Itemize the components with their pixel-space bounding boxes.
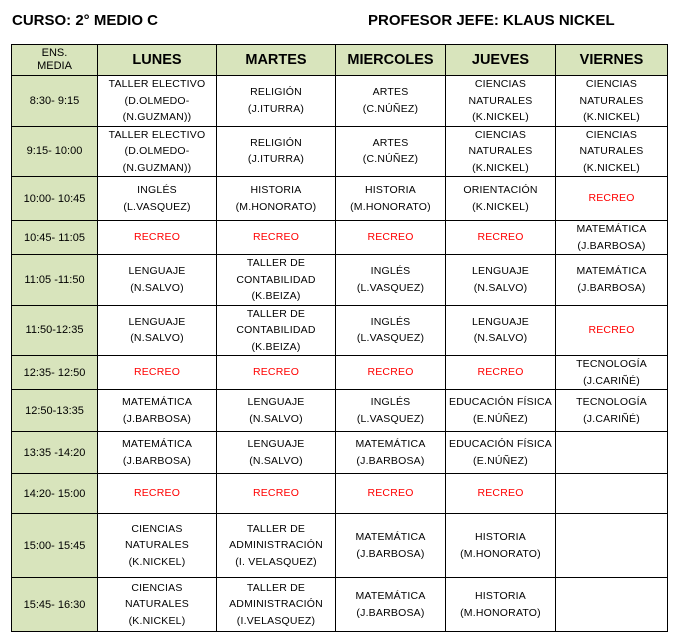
schedule-body bbox=[12, 76, 668, 632]
class-cell: LENGUAJE (N.SALVO) bbox=[217, 432, 336, 474]
day-header-viernes: VIERNES bbox=[556, 45, 668, 76]
recess-cell: RECREO bbox=[217, 221, 336, 255]
time-slot: 11:05 -11:50 bbox=[12, 255, 98, 306]
class-cell: TECNOLOGÍA (J.CARIÑÉ) bbox=[556, 390, 668, 432]
time-slot: 15:45- 16:30 bbox=[12, 578, 98, 632]
class-cell: CIENCIAS NATURALES (K.NICKEL) bbox=[98, 578, 217, 632]
class-cell: CIENCIAS NATURALES (K.NICKEL) bbox=[556, 76, 668, 127]
recess-cell: RECREO bbox=[556, 177, 668, 221]
table-row bbox=[12, 255, 668, 306]
time-slot: 9:15- 10:00 bbox=[12, 126, 98, 177]
class-cell: INGLÉS (L.VASQUEZ) bbox=[98, 177, 217, 221]
recess-cell: RECREO bbox=[217, 474, 336, 514]
recess-cell: RECREO bbox=[446, 221, 556, 255]
recess-cell: RECREO bbox=[336, 474, 446, 514]
class-cell: MATEMÁTICA (J.BARBOSA) bbox=[336, 514, 446, 578]
class-cell: LENGUAJE (N.SALVO) bbox=[98, 305, 217, 356]
time-slot: 10:45- 11:05 bbox=[12, 221, 98, 255]
recess-cell: RECREO bbox=[336, 356, 446, 390]
time-slot: 12:35- 12:50 bbox=[12, 356, 98, 390]
class-cell: MATEMÁTICA (J.BARBOSA) bbox=[556, 221, 668, 255]
time-slot: 10:00- 10:45 bbox=[12, 177, 98, 221]
table-row bbox=[12, 432, 668, 474]
class-cell: LENGUAJE (N.SALVO) bbox=[446, 255, 556, 306]
class-cell: INGLÉS (L.VASQUEZ) bbox=[336, 390, 446, 432]
class-cell: HISTORIA (M.HONORATO) bbox=[446, 514, 556, 578]
day-header-lunes: LUNES bbox=[98, 45, 217, 76]
empty-cell bbox=[556, 432, 668, 474]
class-cell: MATEMÁTICA (J.BARBOSA) bbox=[98, 432, 217, 474]
class-cell: MATEMÁTICA (J.BARBOSA) bbox=[556, 255, 668, 306]
class-cell: HISTORIA (M.HONORATO) bbox=[336, 177, 446, 221]
day-header-miercoles: MIERCOLES bbox=[336, 45, 446, 76]
class-cell: TECNOLOGÍA (J.CARIÑÉ) bbox=[556, 356, 668, 390]
class-cell: CIENCIAS NATURALES (K.NICKEL) bbox=[98, 514, 217, 578]
schedule-table bbox=[11, 44, 668, 632]
class-cell: TALLER DE ADMINISTRACIÓN (I.VELASQUEZ) bbox=[217, 578, 336, 632]
time-slot: 12:50-13:35 bbox=[12, 390, 98, 432]
table-row bbox=[12, 474, 668, 514]
recess-cell: RECREO bbox=[98, 221, 217, 255]
class-cell: EDUCACIÓN FÍSICA (E.NÚÑEZ) bbox=[446, 390, 556, 432]
class-cell: HISTORIA (M.HONORATO) bbox=[446, 578, 556, 632]
class-cell: MATEMÁTICA (J.BARBOSA) bbox=[98, 390, 217, 432]
class-cell: TALLER DE ADMINISTRACIÓN (I. VELASQUEZ) bbox=[217, 514, 336, 578]
class-cell: MATEMÁTICA (J.BARBOSA) bbox=[336, 432, 446, 474]
table-row bbox=[12, 305, 668, 356]
class-cell: CIENCIAS NATURALES (K.NICKEL) bbox=[556, 126, 668, 177]
time-slot: 8:30- 9:15 bbox=[12, 76, 98, 127]
class-cell: LENGUAJE (N.SALVO) bbox=[446, 305, 556, 356]
class-cell: HISTORIA (M.HONORATO) bbox=[217, 177, 336, 221]
recess-cell: RECREO bbox=[446, 474, 556, 514]
class-cell: RELIGIÓN (J.ITURRA) bbox=[217, 76, 336, 127]
table-row bbox=[12, 356, 668, 390]
level-header: ENS. MEDIA bbox=[12, 45, 98, 76]
class-cell: INGLÉS (L.VASQUEZ) bbox=[336, 305, 446, 356]
class-cell: TALLER DE CONTABILIDAD (K.BEIZA) bbox=[217, 305, 336, 356]
table-row bbox=[12, 390, 668, 432]
recess-cell: RECREO bbox=[98, 474, 217, 514]
time-slot: 11:50-12:35 bbox=[12, 305, 98, 356]
day-header-jueves: JUEVES bbox=[446, 45, 556, 76]
class-cell: CIENCIAS NATURALES (K.NICKEL) bbox=[446, 76, 556, 127]
class-cell: ARTES (C.NÚÑEZ) bbox=[336, 126, 446, 177]
class-cell: EDUCACIÓN FÍSICA (E.NÚÑEZ) bbox=[446, 432, 556, 474]
class-cell: ARTES (C.NÚÑEZ) bbox=[336, 76, 446, 127]
schedule-header-row bbox=[12, 45, 668, 76]
course-title: CURSO: 2° MEDIO C bbox=[12, 12, 159, 29]
table-row bbox=[12, 76, 668, 127]
time-slot: 13:35 -14:20 bbox=[12, 432, 98, 474]
empty-cell bbox=[556, 474, 668, 514]
empty-cell bbox=[556, 578, 668, 632]
recess-cell: RECREO bbox=[336, 221, 446, 255]
recess-cell: RECREO bbox=[217, 356, 336, 390]
table-row bbox=[12, 177, 668, 221]
time-slot: 15:00- 15:45 bbox=[12, 514, 98, 578]
class-cell: INGLÉS (L.VASQUEZ) bbox=[336, 255, 446, 306]
head-teacher-title: PROFESOR JEFE: KLAUS NICKEL bbox=[368, 12, 615, 29]
day-header-martes: MARTES bbox=[217, 45, 336, 76]
class-cell: LENGUAJE (N.SALVO) bbox=[98, 255, 217, 306]
table-row bbox=[12, 578, 668, 632]
class-cell: TALLER DE CONTABILIDAD (K.BEIZA) bbox=[217, 255, 336, 306]
class-cell: TALLER ELECTIVO (D.OLMEDO- (N.GUZMAN)) bbox=[98, 126, 217, 177]
class-cell: MATEMÁTICA (J.BARBOSA) bbox=[336, 578, 446, 632]
class-cell: CIENCIAS NATURALES (K.NICKEL) bbox=[446, 126, 556, 177]
time-slot: 14:20- 15:00 bbox=[12, 474, 98, 514]
class-cell: LENGUAJE (N.SALVO) bbox=[217, 390, 336, 432]
class-cell: ORIENTACIÓN (K.NICKEL) bbox=[446, 177, 556, 221]
table-row bbox=[12, 221, 668, 255]
recess-cell: RECREO bbox=[446, 356, 556, 390]
empty-cell bbox=[556, 514, 668, 578]
class-cell: RELIGIÓN (J.ITURRA) bbox=[217, 126, 336, 177]
class-cell: TALLER ELECTIVO (D.OLMEDO- (N.GUZMAN)) bbox=[98, 76, 217, 127]
recess-cell: RECREO bbox=[556, 305, 668, 356]
table-row bbox=[12, 126, 668, 177]
table-row bbox=[12, 514, 668, 578]
recess-cell: RECREO bbox=[98, 356, 217, 390]
